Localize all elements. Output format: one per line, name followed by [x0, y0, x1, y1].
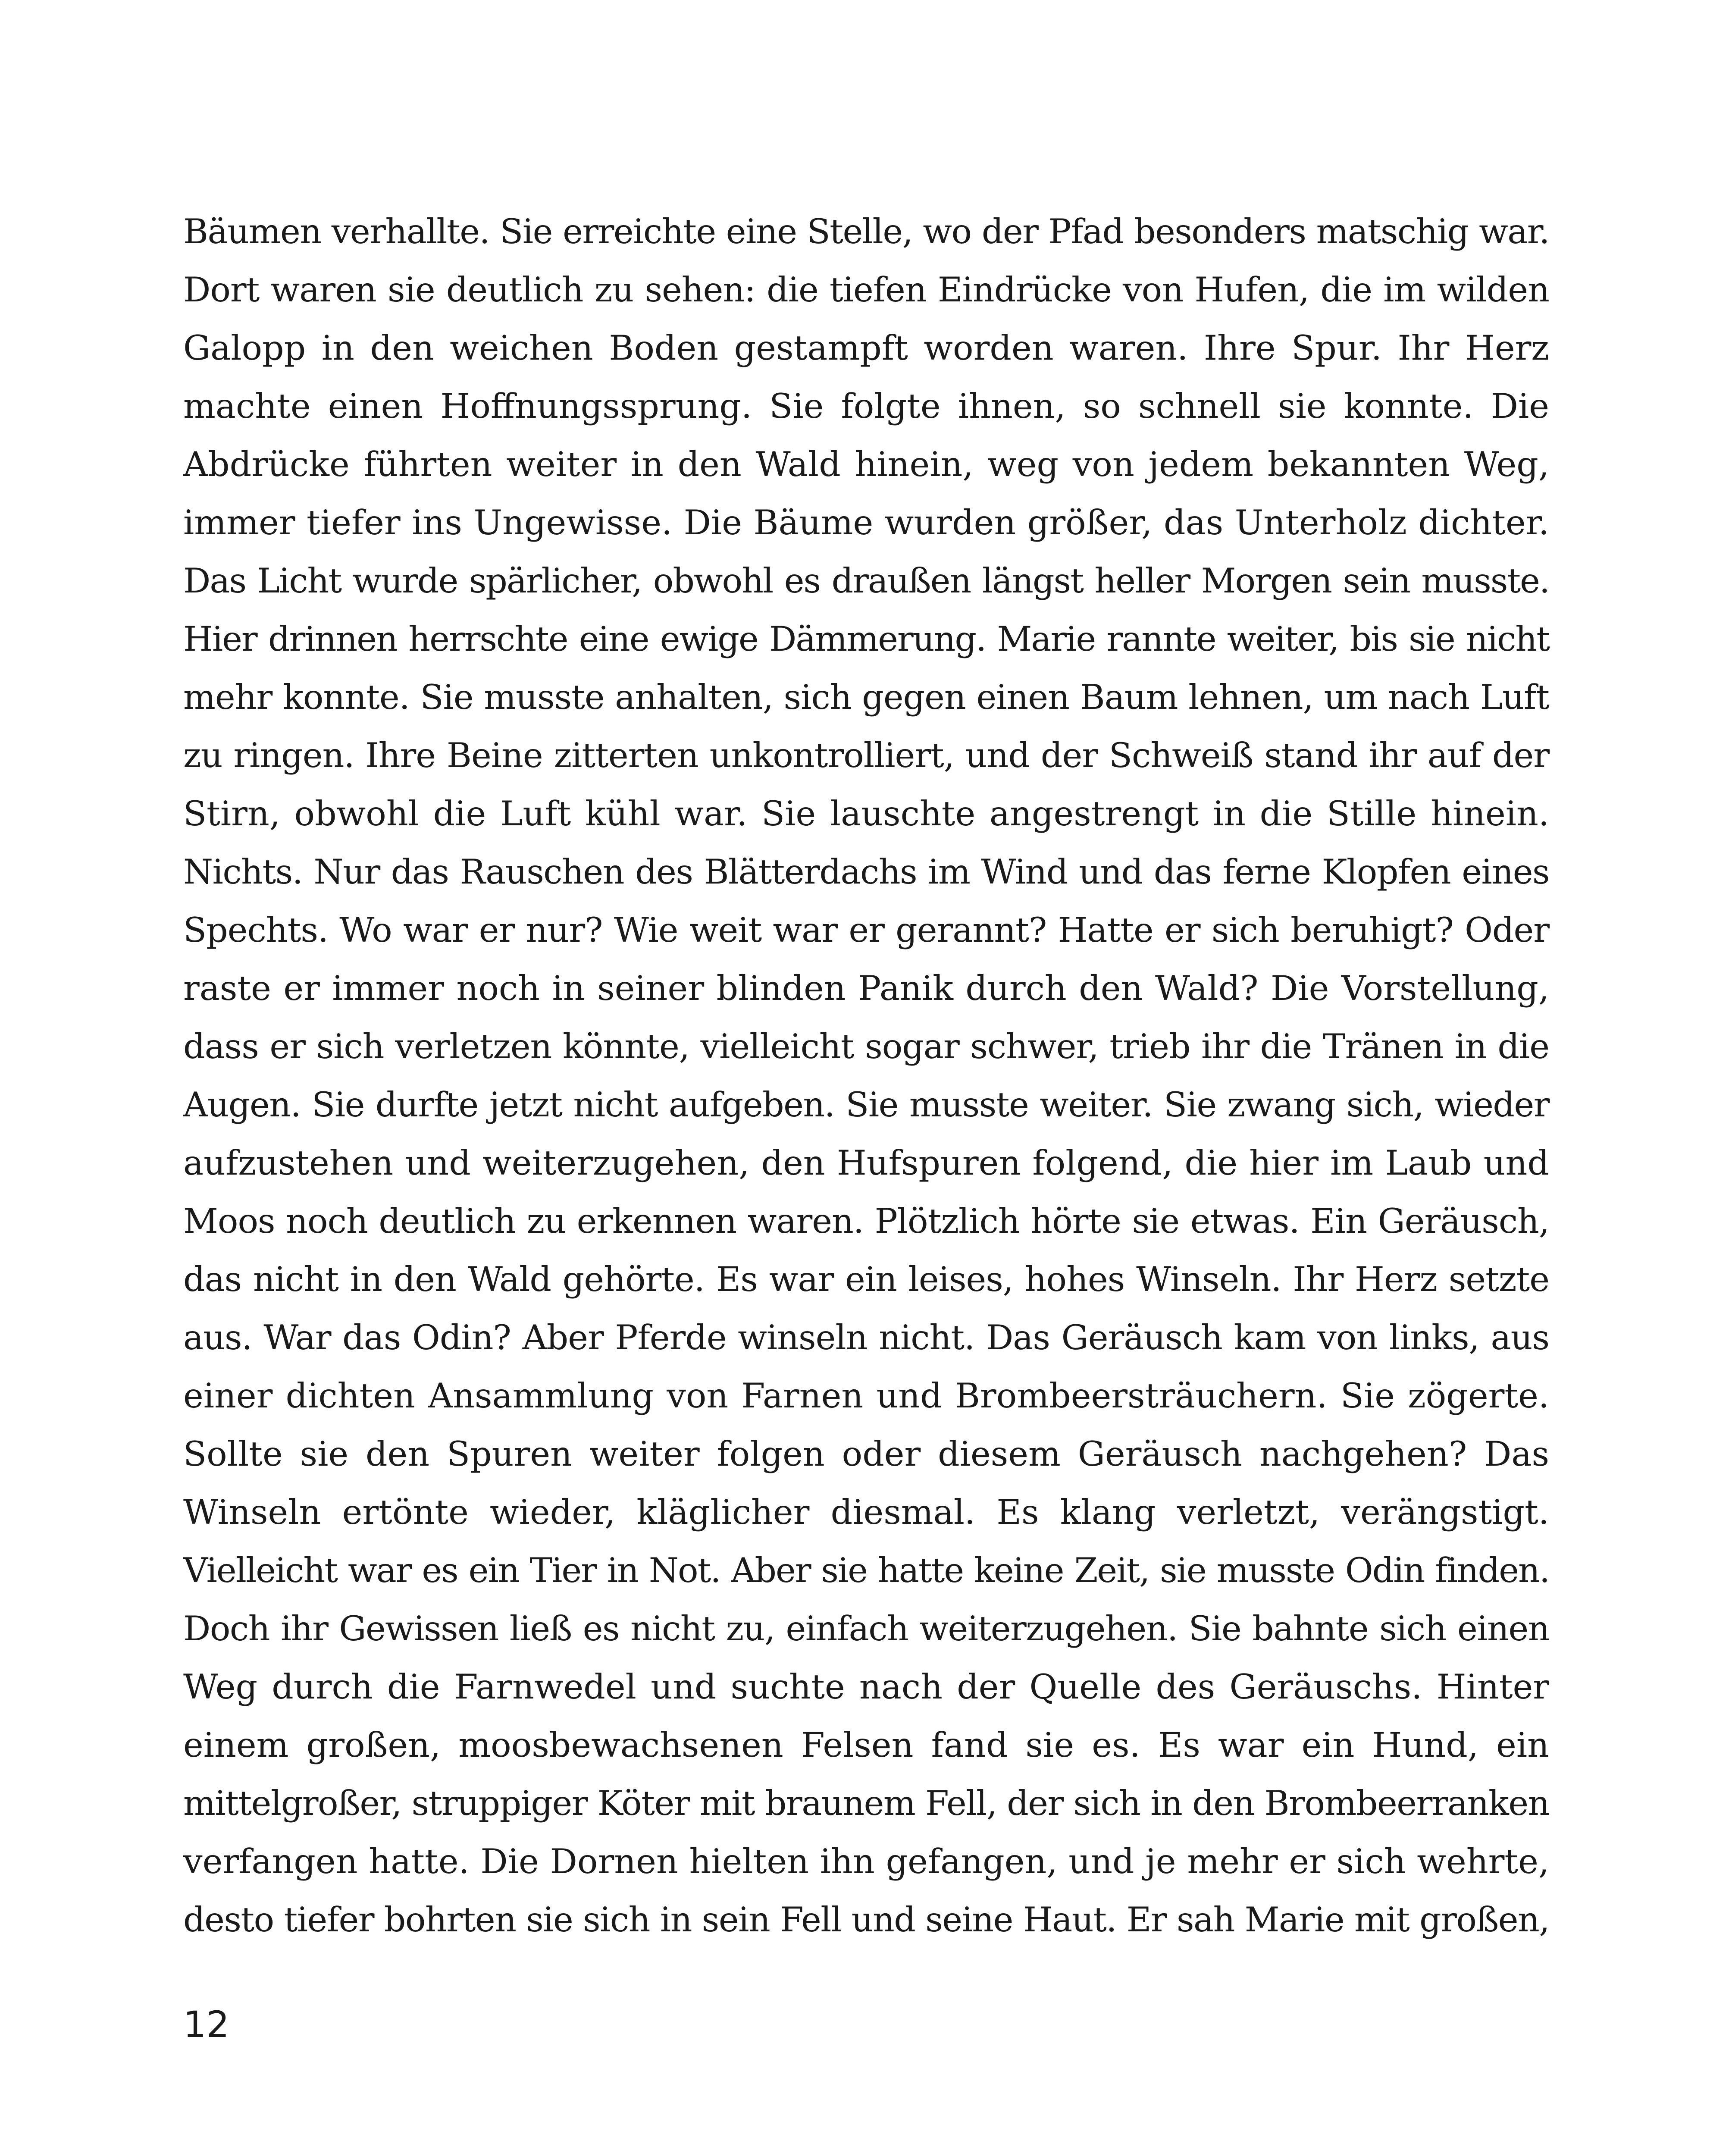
- text-line: einem großen, moosbewachsenen Felsen fand sie es. Es war ein Hund, ein: [183, 1725, 1549, 1765]
- text-line: machte einen Hoffnungssprung. Sie folgte ihnen, so schnell sie konnte. Die: [183, 386, 1549, 426]
- text-line: Winseln ertönte wieder, kläglicher diesmal. Es klang verletzt, verängstigt.: [183, 1492, 1549, 1532]
- text-line: einer dichten Ansammlung von Farnen und Brombeersträuchern. Sie zögerte.: [183, 1376, 1549, 1416]
- text-line: das nicht in den Wald gehörte. Es war ein leises, hohes Winseln. Ihr Herz setzte: [183, 1260, 1549, 1299]
- text-line: verfangen hatte. Die Dornen hielten ihn gefangen, und je mehr er sich wehrte,: [183, 1842, 1549, 1881]
- text-line: Weg durch die Farnwedel und suchte nach der Quelle des Geräuschs. Hinter: [183, 1667, 1549, 1707]
- text-line: Moos noch deutlich zu erkennen waren. Plötzlich hörte sie etwas. Ein Geräusch,: [183, 1201, 1549, 1241]
- text-line: Vielleicht war es ein Tier in Not. Aber sie hatte keine Zeit, sie musste Odin finden.: [183, 1551, 1549, 1590]
- text-line: Nichts. Nur das Rauschen des Blätterdachs im Wind und das ferne Klopfen eines: [183, 852, 1549, 892]
- text-line: Dort waren sie deutlich zu sehen: die tiefen Eindrücke von Hufen, die im wilden: [183, 270, 1549, 310]
- text-line: Bäumen verhallte. Sie erreichte eine Stelle, wo der Pfad besonders matschig war.: [183, 212, 1549, 251]
- text-line: Abdrücke führten weiter in den Wald hinein, weg von jedem bekannten Weg,: [183, 445, 1549, 484]
- text-line: desto tiefer bohrten sie sich in sein Fell und seine Haut. Er sah Marie mit großen,: [183, 1900, 1549, 1940]
- text-line: raste er immer noch in seiner blinden Panik durch den Wald? Die Vorstellung,: [183, 968, 1549, 1008]
- text-line: Sollte sie den Spuren weiter folgen oder diesem Geräusch nachgehen? Das: [183, 1434, 1549, 1474]
- text-line: Doch ihr Gewissen ließ es nicht zu, einfach weiterzugehen. Sie bahnte sich einen: [183, 1609, 1549, 1648]
- text-line: Das Licht wurde spärlicher, obwohl es draußen längst heller Morgen sein musste.: [183, 561, 1549, 601]
- body-text: [183, 203, 1549, 1949]
- text-line: Spechts. Wo war er nur? Wie weit war er gerannt? Hatte er sich beruhigt? Oder: [183, 910, 1549, 950]
- text-line: Augen. Sie durfte jetzt nicht aufgeben. Sie musste weiter. Sie zwang sich, wieder: [183, 1085, 1549, 1125]
- text-line: Stirn, obwohl die Luft kühl war. Sie lauschte angestrengt in die Stille hinein.: [183, 794, 1549, 834]
- text-line: immer tiefer ins Ungewisse. Die Bäume wurden größer, das Unterholz dichter.: [183, 503, 1549, 542]
- text-line: mittelgroßer, struppiger Köter mit braunem Fell, der sich in den Brombeerranken: [183, 1783, 1549, 1823]
- text-line: dass er sich verletzen könnte, vielleicht sogar schwer, trieb ihr die Tränen in die: [183, 1027, 1549, 1066]
- page-number: 12: [183, 2003, 229, 2046]
- text-line: Galopp in den weichen Boden gestampft worden waren. Ihre Spur. Ihr Herz: [183, 328, 1549, 368]
- text-line: zu ringen. Ihre Beine zitterten unkontrolliert, und der Schweiß stand ihr auf der: [183, 736, 1549, 775]
- text-line: Hier drinnen herrschte eine ewige Dämmerung. Marie rannte weiter, bis sie nicht: [183, 619, 1549, 659]
- text-line: mehr konnte. Sie musste anhalten, sich gegen einen Baum lehnen, um nach Luft: [183, 677, 1549, 717]
- text-line: aus. War das Odin? Aber Pferde winseln nicht. Das Geräusch kam von links, aus: [183, 1318, 1549, 1357]
- text-line: aufzustehen und weiterzugehen, den Hufspuren folgend, die hier im Laub und: [183, 1143, 1549, 1183]
